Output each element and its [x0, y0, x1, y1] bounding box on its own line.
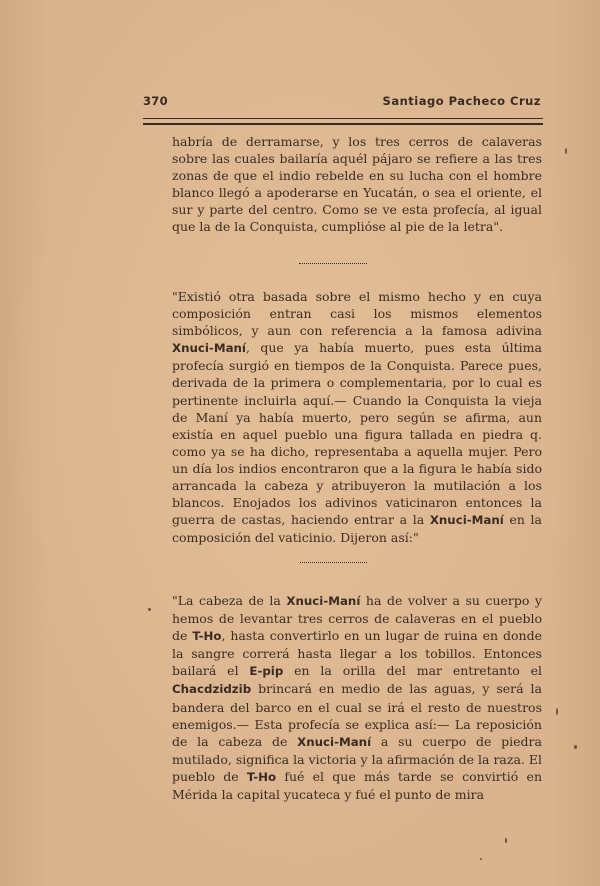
bold-term: T-Ho — [192, 629, 222, 644]
paper-speck — [565, 148, 567, 154]
bold-term: T-Ho — [246, 769, 277, 784]
section-separator — [299, 263, 367, 264]
text-run: , que ya había muerto, pues esta última profecía surgió en tiempos de la Conquista. Parece pues, derivada de la primera o complementaria, por lo cual es pertinente incluirla aquí.— Cuando la Conquista la vieja de Maní ya había muerto, pero según se afirma, aun existía en aquel pueblo una figura tallada en piedra q. como ya se ha dicho, representaba a aquella mujer. Pero un día los indios encontraron que a la figura le había sido arrancada la cabeza y atribuyeron la mutilación a los blancos. Enojados los adivinos vaticinaron entonces la guerra de castas, haciendo entrar a la — [172, 340, 542, 528]
bold-term: Chacdzidzib — [172, 682, 252, 697]
text-run: "Existió otra basada sobre el mismo hecho y en cuya composición entran casi los mismos elementos simbólicos, y aun con referencia a la famosa adivina — [172, 289, 542, 339]
page-number: 370 — [143, 94, 168, 108]
text-run: brincará en medio de las aguas, y será la bandera del barco en el cual se irá el resto de nuestros enemigos.— Esta profecía se explica así:— La reposición de la cabeza de — [172, 681, 542, 749]
text-run: en la composición del vaticinio. Dijeron así:" — [172, 512, 542, 546]
bold-term: Xnuci-Maní — [429, 513, 504, 528]
text-run: , hasta convertirlo en un lugar de ruina en donde la sangre correrá hasta llegar a los tobillos. Entonces bailará el — [172, 628, 542, 679]
paper-speck — [556, 708, 558, 715]
text-run: a su cuerpo de piedra mutilado, significa la victoria y la afirmación de la raza. El pueblo de — [172, 733, 542, 784]
paper-speck — [148, 608, 151, 611]
text-run: fué el que más tarde se convirtió en Mérida la capital yucateca y fué el punto de mira — [172, 768, 542, 803]
page-header — [143, 94, 541, 114]
paper-speck — [505, 838, 507, 843]
paragraph-2 — [172, 288, 542, 546]
paragraph-1 — [172, 133, 542, 236]
paper-speck — [574, 745, 577, 749]
header-rule-thick — [143, 123, 543, 125]
header-rule-thin — [143, 118, 543, 119]
paragraph-3 — [172, 592, 542, 803]
bold-term: Xnuci-Maní — [297, 734, 372, 749]
text-run: en la orilla del mar entretanto el — [283, 663, 542, 679]
text-run: habría de derramarse, y los tres cerros de calaveras sobre las cuales bailaría aquél pájaro se refiere a las tres zonas de que el indio rebelde en su lucha con el hombre blanco llegó a apoderarse en Yucatán, o sea el oriente, el sur y parte del centro. Como se ve esta profecía, al igual que la de la Conquista, cumplióse al pie de la letra". — [172, 134, 542, 235]
running-head-author: Santiago Pacheco Cruz — [382, 94, 541, 108]
bold-term: E-pip — [249, 664, 284, 679]
bold-term: Xnuci-Maní — [172, 341, 246, 356]
section-separator — [300, 562, 367, 563]
text-run: ha de volver a su cuerpo y hemos de levantar tres cerros de calaveras en el pueblo de — [172, 593, 542, 644]
text-run: "La cabeza de la — [172, 593, 287, 608]
paper-speck — [480, 858, 482, 860]
bold-term: Xnuci-Maní — [286, 594, 361, 608]
